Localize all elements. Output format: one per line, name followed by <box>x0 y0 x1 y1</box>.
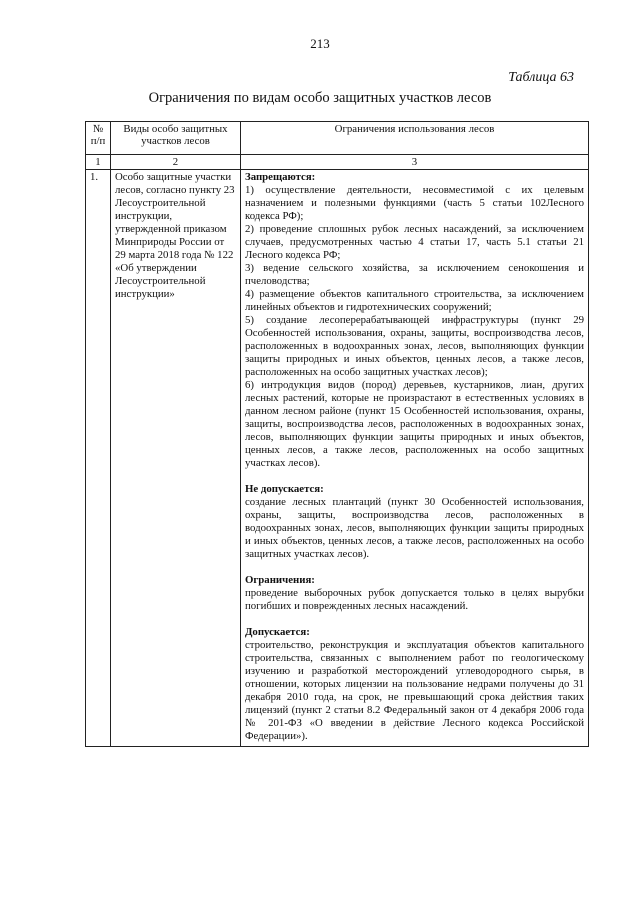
allowed-title: Допускается: <box>245 626 310 638</box>
restrictions-text: проведение выборочных рубок допускается только в целях вырубки погибших и поврежденных лесных насаждений. <box>245 587 584 612</box>
prohibited-item-5: 5) создание лесоперерабатывающей инфраструктуры (пункт 29 Особенностей использования, охраны, защиты, воспроизводства лесов, расположенных в водоохранных зонах, лесов, выполняющих функции защиты природных и иных объектов, ценных лесов, а также лесов, расположенных на особо защитных участках лесов); <box>245 314 584 378</box>
column-number-2: 2 <box>111 155 241 170</box>
table-row <box>86 170 589 747</box>
header-kind: Виды особо защитных участков лесов <box>111 122 241 155</box>
not-allowed-title: Не допускается: <box>245 483 324 495</box>
column-number-3: 3 <box>241 155 589 170</box>
header-number: № п/п <box>86 122 111 155</box>
page-number: 213 <box>310 36 330 51</box>
allowed-text: строительство, реконструкция и эксплуатация объектов капитального строительства, связанных с выполнением работ по геологическому изучению и разработкой месторождений углеводородного сырья, в отношении, которых лицензии на пользование недрами получены до 31 декабря 2010 года, на срок, не превышающий срока действия таких лицензий (пункт 2 статьи 8.2 Федеральный закон от 4 декабря 2006 года № 201-ФЗ «О введении в действие Лесного кодекса Российской Федерации»). <box>245 639 584 742</box>
prohibited-item-4: 4) размещение объектов капитального строительства, за исключением линейных объектов и гидротехнических сооружений; <box>245 288 584 313</box>
not-allowed-section <box>245 483 584 561</box>
column-numbers-row <box>86 155 589 170</box>
restrictions-table <box>85 121 589 747</box>
prohibited-title: Запрещаются: <box>245 171 316 183</box>
not-allowed-text: создание лесных плантаций (пункт 30 Особенностей использования, охраны, защиты, воспроизводства лесов, расположенных в водоохранных зонах, лесов, выполняющих функции защиты природных и иных объектов, ценных лесов, а также лесов, расположенных на особо защитных участках лесов). <box>245 496 584 560</box>
table-header-row <box>86 122 589 155</box>
forest-area-kind: Особо защитные участки лесов, согласно пункту 23 Лесоустроительной инструкции, утвержденной приказом Минприроды России от 29 марта 2018 года № 122 «Об утверждении Лесоустроительной инструкции» <box>111 170 241 747</box>
row-number: 1. <box>86 170 111 747</box>
prohibited-item-2: 2) проведение сплошных рубок лесных насаждений, за исключением случаев, предусмотренных частью 4 статьи 17, часть 5.1 статьи 21 Лесного кодекса РФ; <box>245 223 584 261</box>
table-label: Таблица 63 <box>508 70 574 85</box>
prohibited-item-3: 3) ведение сельского хозяйства, за исключением сенокошения и пчеловодства; <box>245 262 584 287</box>
allowed-section <box>245 626 584 743</box>
prohibited-item-6: 6) интродукция видов (пород) деревьев, кустарников, лиан, других лесных растений, которые не произрастают в естественных условиях в данном лесном районе (пункт 15 Особенностей использования, охраны, защиты, воспроизводства лесов, расположенных в водоохранных зонах, лесов, выполняющих функции защиты природных и иных объектов, ценных лесов, а также лесов, расположенных на особо защитных участках лесов). <box>245 379 584 469</box>
prohibited-section <box>245 171 584 470</box>
restrictions-section <box>245 574 584 613</box>
column-number-1: 1 <box>86 155 111 170</box>
restrictions-cell <box>241 170 589 747</box>
prohibited-item-1: 1) осуществление деятельности, несовместимой с их целевым назначением и полезными функциями (часть 5 статьи 102Лесного кодекса РФ); <box>245 184 584 222</box>
document-title: Ограничения по видам особо защитных участков лесов <box>148 90 492 106</box>
restrictions-title: Ограничения: <box>245 574 315 586</box>
header-restrictions: Ограничения использования лесов <box>241 122 589 155</box>
